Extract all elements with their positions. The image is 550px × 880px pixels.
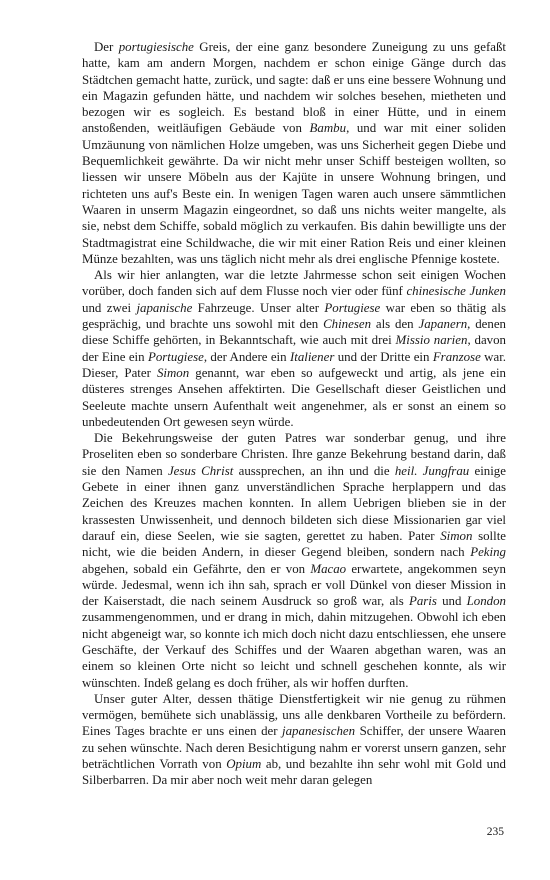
italic-run: Franzose xyxy=(432,349,481,364)
paragraph-1 xyxy=(82,39,506,267)
italic-run: Portugiese xyxy=(147,349,204,364)
italic-run: Paris xyxy=(408,594,437,609)
text-run: zusammengenommen, und er drang in mich, dahin mitzugehen. Obwohl ich eben nicht abgeneigt war, so konnte ich mich doch nicht dazu entschliessen, ehe unsere Geschäfte, der Verkauf des Schiffes und der Waaren abgethan waren, was an einem so kleinen Orte nicht so leicht und schnell geschehen konnte, als wir wünschten. Indeß gelang es doch früher, als wir hoffen durften. xyxy=(82,610,506,690)
italic-run: Japanern xyxy=(418,317,468,332)
italic-run: Simon xyxy=(156,365,190,380)
italic-run: Chinesen xyxy=(323,317,372,332)
italic-run: Macao xyxy=(310,561,347,576)
text-run: Unser guter Alter, dessen thätige Dienstfertigkeit wir nie genug zu rühmen vermögen, bemühete sich unablässig, uns alle denkbaren Vortheile zu befördern. Eines Tages brachte er uns einen der xyxy=(82,691,506,739)
text-run: Fahrzeuge. Unser alter xyxy=(192,300,325,315)
text-run: ab, und bezahlte ihn sehr wohl mit Gold und Silberbarren. Da mir aber noch weit mehr daran gelegen xyxy=(82,757,506,788)
text-run: erwartete, angekommen seyn würde. Jedesmal, wenn ich ihn sah, sprach er voll Dünkel von dieser Mission in der Kaiserstadt, die nach seinem Ausdruck so groß war, als xyxy=(82,561,506,609)
italic-run: Portugiese xyxy=(324,300,381,315)
text-run: abgehen, sobald ein Gefährte, den er von xyxy=(82,561,311,576)
text-run: war eben so thätig als gesprächig, und brachte uns sowohl mit den xyxy=(82,300,506,332)
italic-run: japanesischen xyxy=(282,724,356,739)
text-run: , davon der Eine ein xyxy=(82,333,507,364)
text-run: genannt, war eben so aufgeweckt und artig, als jene ein düsteres strenges Ansehen affektirten. Die Gesellschaft dieser Geistlichen und Seeleute machte unsern Aufenthalt weit angenehmer, als er sonst an einem so unbedeutenden Ort gewesen seyn würde. xyxy=(82,365,507,429)
italic-run: Peking xyxy=(470,545,506,560)
italic-run: Bambu xyxy=(309,121,347,136)
text-run: , denen diese Schiffe gehörten, in Bekanntschaft, wie auch mit drei xyxy=(82,317,506,348)
text-run: und zwei xyxy=(82,300,137,315)
paragraph-2 xyxy=(82,267,506,430)
text-run: als den xyxy=(371,317,419,332)
page-number: 235 xyxy=(486,826,504,838)
text-run: Der xyxy=(94,40,119,54)
document-page xyxy=(82,39,506,789)
paragraph-4 xyxy=(82,691,506,789)
paragraph-3 xyxy=(82,430,506,691)
italic-run: Opium xyxy=(226,757,262,772)
text-run: Als wir hier anlangten, war die letzte Jahrmesse schon seit einigen Wochen vorüber, doch fanden sich auf dem Flusse noch vier oder fünf xyxy=(82,268,506,299)
text-run: , der Andere ein xyxy=(203,349,290,364)
text-run: Schiffer, der unsere Waaren zu sehen wünschte. Nach deren Besichtigung nahm er vorerst unsern ganzen, sehr beträchtlichen Vorrath von xyxy=(82,724,506,772)
italic-run: Italiener xyxy=(289,349,335,364)
text-run: und der Dritte ein xyxy=(334,349,433,364)
text-run: Die Bekehrungsweise der guten Patres war sonderbar genug, und ihre Proseliten eben so sonderbare Christen. Ihre ganze Bekehrung bestand darin, daß sie den Namen xyxy=(82,431,506,478)
italic-run: Missio narien xyxy=(395,333,468,348)
italic-run: London xyxy=(466,594,506,609)
text-run: aussprechen, an ihn und die xyxy=(233,463,395,478)
text-run: und xyxy=(436,594,467,609)
italic-run: japanische xyxy=(136,300,193,315)
text-run: war. Dieser, Pater xyxy=(82,349,507,380)
text-run: sollte nicht, wie die beiden Andern, in dieser Gegend bleiben, sondern nach xyxy=(82,528,507,560)
text-run: einige Gebete in einer ihnen ganz unverständlichen Sprache herplappern und das Zeichen des Kreuzes machen konnten. In allem Uebrigen blieben sie in der krassesten Unwissenheit, und dennoch bildeten sich diese Missionarien gar viel darauf ein, diese Seelen, wie sie sagten, gerettet zu haben. Pater xyxy=(82,463,506,543)
italic-run: Jesus Christ xyxy=(167,463,234,478)
italic-run: Simon xyxy=(440,528,473,543)
italic-run: portugiesische xyxy=(118,40,194,54)
italic-run: heil. Jungfrau xyxy=(394,463,470,478)
text-run: , und war mit einer soliden Umzäunung von nämlichen Holze umgeben, was uns Sicherheit gegen Diebe und Bequemlichkeit gewährte. Da wir nicht mehr unser Schiff besteigen wollten, so liessen wir unsere Möbeln aus der Kajüte in unsere Wohnung bringen, und richteten uns auf's Beste ein. In wenigen Tagen waren auch unsere sämmtlichen Waaren in unserm Magazin eingeordnet, so daß uns nichts weiter mangelte, als sie, nebst dem Schiffe, sobald möglich zu verkaufen. Bis dahin bewilligte uns der Stadtmagistrat eine Schildwache, die wir mit einer Ration Reis und einer kleinen Münze bezahlten, was uns täglich nicht mehr als drei englische Pfennige kostete. xyxy=(82,121,507,266)
italic-run: chinesische Junken xyxy=(406,284,506,299)
text-run: Greis, der eine ganz besondere Zuneigung zu uns gefaßt hatte, kam am andern Morgen, nachdem er schon einige Gänge durch das Städtchen gemacht hatte, zurück, und sagte: daß er uns eine bessere Wohnung und ein Magazin gefunden hätte, und nachdem wir solches besehen, mietheten und bezogen wir es sogleich. Es bestand bloß in einer Hütte, und in einem anstoßenden, weitläufigen Gebäude von xyxy=(82,40,507,136)
